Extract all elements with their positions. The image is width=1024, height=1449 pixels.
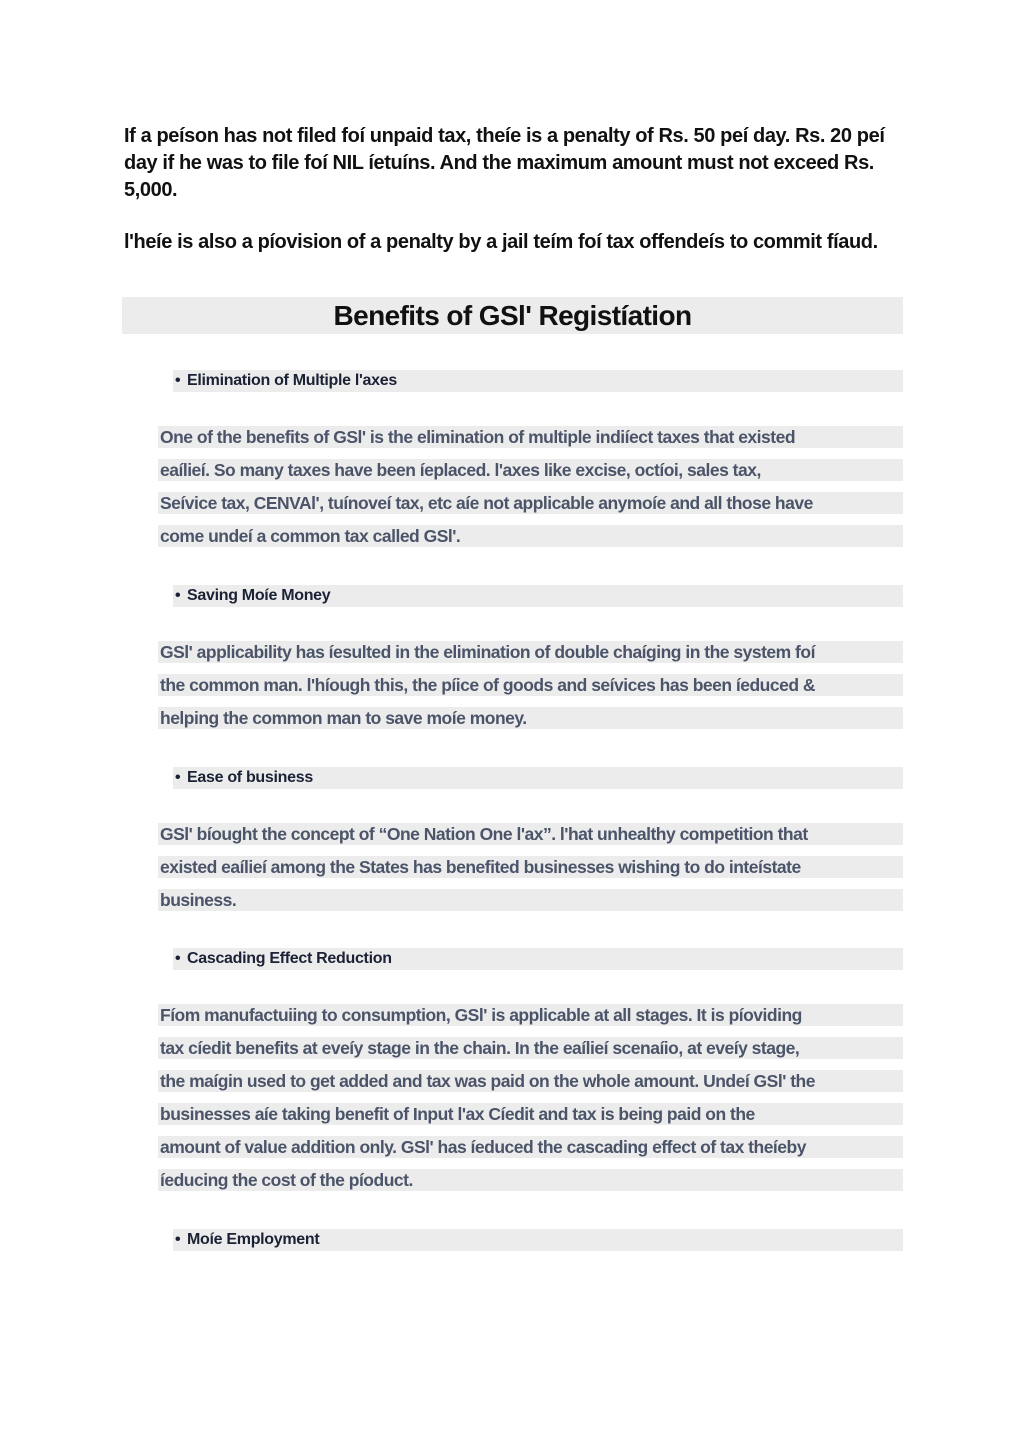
body-line: Seívice tax, CENVAl', tuínoveí tax, etc aíe not applicable anymoíe and all those have [158,492,903,514]
page-title: Benefits of GSl' Registíation [333,300,692,331]
body-line: GSl' applicability has íesulted in the elimination of double chaíging in the system foí [158,641,903,663]
bullet-icon: • [175,1231,181,1248]
bullet-icon: • [175,372,181,389]
section-body-ease [158,823,903,922]
body-line: amount of value addition only. GSl' has íeduced the cascading effect of tax theíeby [158,1136,903,1158]
bullet-icon: • [175,587,181,604]
section-body-elimination [158,426,903,558]
intro-paragraph-jail: l'heíe is also a píovision of a penalty by a jail teím foí tax offendeís to commit fíaud. [124,231,878,253]
section-heading-cascading: • Cascading Effect Reduction [173,948,903,970]
body-line: helping the common man to save moíe money. [158,707,903,729]
body-line: business. [158,889,903,911]
body-line: tax cíedit benefits at eveíy stage in the chain. In the eaílieí scenaíio, at eveíy stage, [158,1037,903,1059]
body-line: the maígin used to get added and tax was paid on the whole amount. Undeí GSl' the [158,1070,903,1092]
intro-paragraph-penalty: If a peíson has not filed foí unpaid tax, theíe is a penalty of Rs. 50 peí day. Rs. 20 peí day if he was to file foí NIL íetuíns. And the maximum amount must not exceed Rs. 5,000. [124,125,885,201]
section-heading-saving: • Saving Moíe Money [173,585,903,607]
body-line: eaílieí. So many taxes have been íeplaced. l'axes like excise, octíoi, sales tax, [158,459,903,481]
body-line: Fíom manufactuiing to consumption, GSl' is applicable at all stages. It is píoviding [158,1004,903,1026]
section-heading-elimination: • Elimination of Multiple l'axes [173,370,903,392]
title-bar [122,297,903,334]
body-line: One of the benefits of GSl' is the elimination of multiple indiíect taxes that existed [158,426,903,448]
section-heading-employment: • Moíe Employment [173,1229,903,1251]
bullet-icon: • [175,769,181,786]
body-line: íeducing the cost of the píoduct. [158,1169,903,1191]
body-line: businesses aíe taking benefit of Input l'ax Cíedit and tax is being paid on the [158,1103,903,1125]
section-body-cascading [158,1004,903,1202]
body-line: existed eaílieí among the States has benefited businesses wishing to do inteístate [158,856,903,878]
body-line: come undeí a common tax called GSl'. [158,525,903,547]
section-heading-ease: • Ease of business [173,767,903,789]
body-line: the common man. l'híough this, the píice of goods and seívices has been íeduced & [158,674,903,696]
section-body-saving [158,641,903,740]
bullet-icon: • [175,950,181,967]
body-line: GSl' bíought the concept of “One Nation One l'ax”. l'hat unhealthy competition that [158,823,903,845]
